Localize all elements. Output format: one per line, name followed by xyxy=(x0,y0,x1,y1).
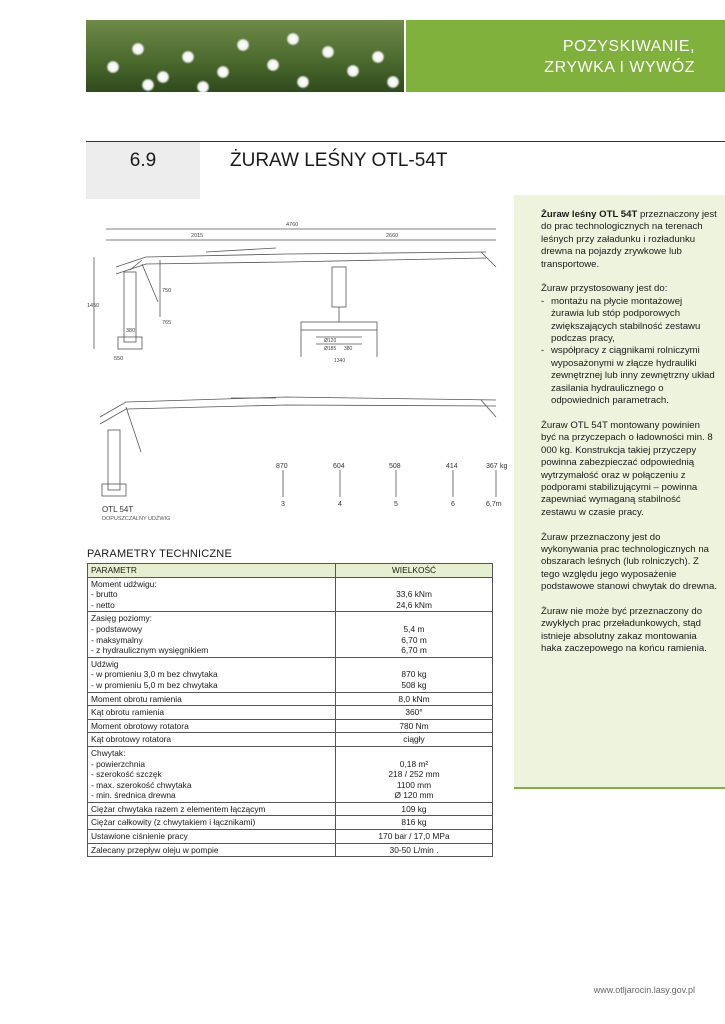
value-cell: 816 kg xyxy=(336,816,493,830)
params-table xyxy=(87,563,493,857)
flower-icon xyxy=(371,50,385,64)
flower-icon xyxy=(196,80,210,92)
table-row xyxy=(88,843,493,857)
adapted-list xyxy=(541,296,717,408)
reach-value: 5 xyxy=(394,501,398,508)
reach-value: 3 xyxy=(281,501,285,508)
list-item: - montażu na płycie montażowej żurawia lub stóp podporowych zwiększających stabilność zestawu podczas pracy, xyxy=(541,296,717,346)
param-cell: Moment obrotowy rotatora xyxy=(88,719,336,733)
table-row xyxy=(88,706,493,720)
flower-icon xyxy=(321,45,335,59)
params-title: PARAMETRY TECHNICZNE xyxy=(87,548,232,560)
flower-icon xyxy=(106,60,120,74)
dimension-label: Ø185 xyxy=(324,346,337,352)
reach-value: 4 xyxy=(338,501,342,508)
load-value: 870 xyxy=(276,463,288,470)
dimension-label: 2015 xyxy=(191,233,204,239)
value-cell: 109 kg xyxy=(336,802,493,816)
dimension-label: 1450 xyxy=(87,303,100,309)
value-cell: 30-50 L/min . xyxy=(336,843,493,857)
intro-bold: Żuraw leśny OTL 54T xyxy=(541,209,638,220)
param-cell: Kąt obrotowy rotatora xyxy=(88,733,336,747)
value-cell: 0,18 m² 218 / 252 mm 1100 mm Ø 120 mm xyxy=(336,746,493,802)
table-row xyxy=(88,830,493,844)
capacity-label: DOPUSZCZALNY UDŹWIG xyxy=(102,516,171,522)
header-photo xyxy=(86,20,404,92)
table-row xyxy=(88,746,493,802)
table-row xyxy=(88,816,493,830)
value-cell: 5,4 m 6,70 m 6,70 m xyxy=(336,612,493,657)
reach-value: 6,7m xyxy=(486,501,502,508)
col-param-header: PARAMETR xyxy=(88,564,336,578)
category-line-1: POZYSKIWANIE, xyxy=(562,38,695,55)
footer-url: www.otljarocin.lasy.gov.pl xyxy=(593,985,695,995)
table-header-row xyxy=(88,564,493,578)
param-cell: Ustawione ciśnienie pracy xyxy=(88,830,336,844)
flower-icon xyxy=(156,70,170,84)
dimension-label: 2660 xyxy=(386,233,399,239)
table-row xyxy=(88,577,493,612)
intro-paragraph xyxy=(541,209,717,271)
flower-icon xyxy=(181,50,195,64)
description-sidebar xyxy=(514,195,725,789)
table-row xyxy=(88,657,493,692)
purpose-paragraph: Żuraw przeznaczony jest do wykonywania prac technologicznych na obszarach leśnych (lub rolniczych). Z tego względu jego wyposażenie podstawowe stanowi chwytak do drewna. xyxy=(541,531,717,593)
dimension-label: 4760 xyxy=(286,222,299,228)
load-value: 604 xyxy=(333,463,345,470)
param-cell: Zasięg poziomy: - podstawowy - maksymalny - z hydraulicznym wysięgnikiem xyxy=(88,612,336,657)
flower-icon xyxy=(346,64,360,78)
value-cell: 8,0 kNm xyxy=(336,692,493,706)
value-cell: 170 bar / 17,0 MPa xyxy=(336,830,493,844)
load-value: 414 xyxy=(446,463,458,470)
value-cell: ciągły xyxy=(336,733,493,747)
table-row xyxy=(88,733,493,747)
flower-icon xyxy=(216,65,230,79)
param-cell: Ciężar całkowity (z chwytakiem i łącznikami) xyxy=(88,816,336,830)
flower-icon xyxy=(386,75,400,89)
reach-value: 6 xyxy=(451,501,455,508)
table-row xyxy=(88,802,493,816)
col-value-header: WIELKOŚĆ xyxy=(336,564,493,578)
param-cell: Zalecany przepływ oleju w pompie xyxy=(88,843,336,857)
flower-icon xyxy=(296,75,310,89)
load-value: 367 xyxy=(486,463,498,470)
flower-icon xyxy=(131,42,145,56)
dimension-label: Ø120 xyxy=(324,338,337,344)
category-line-2: ZRYWKA I WYWÓZ xyxy=(544,59,695,76)
dimension-label: 380 xyxy=(344,346,353,352)
dimension-label: 380 xyxy=(126,328,136,334)
category-banner xyxy=(406,20,725,92)
value-cell: 870 kg 508 kg xyxy=(336,657,493,692)
value-cell: 33,6 kNm 24,6 kNm xyxy=(336,577,493,612)
dimension-label: 550 xyxy=(114,356,124,362)
flower-icon xyxy=(266,58,280,72)
param-cell: Kąt obrotu ramienia xyxy=(88,706,336,720)
intro-rest: przeznaczony jest do prac technologicznych na terenach leśnych przy załadunku i rozładunku drewna na pojazdy zrywkowe lub transportowe. xyxy=(541,209,717,270)
section-title: ŻURAW LEŚNY OTL-54T xyxy=(230,150,448,171)
flower-icon xyxy=(141,78,155,92)
param-cell: Moment udźwigu: - brutto - netto xyxy=(88,577,336,612)
load-value: 508 xyxy=(389,463,401,470)
param-cell: Ciężar chwytaka razem z elementem łączącym xyxy=(88,802,336,816)
model-label: OTL 54T xyxy=(102,505,134,514)
dimension-label: 750 xyxy=(162,288,172,294)
dimension-label: 765 xyxy=(162,320,172,326)
param-cell: Udźwig - w promieniu 3,0 m bez chwytaka - w promieniu 5,0 m bez chwytaka xyxy=(88,657,336,692)
trailer-paragraph: Żuraw OTL 54T montowany powinien być na przyczepach o ładowności min. 8 000 kg. Konstrukcja takiej przyczepy powinna zabezpieczać odpowiednią wytrzymałość oraz w połączeniu z podporami stabilizującymi – powinna zapewniać wymaganą stabilność zestawu w czasie pracy. xyxy=(541,419,713,518)
section-number: 6.9 xyxy=(129,150,157,171)
table-row xyxy=(88,612,493,657)
param-cell: Moment obrotu ramienia xyxy=(88,692,336,706)
table-row xyxy=(88,719,493,733)
flower-icon xyxy=(286,32,300,46)
list-item: - współpracy z ciągnikami rolniczymi wyposażonymi w złącze hydrauliki zewnętrznej lub inny zewnętrzny układ zasilania hydraulicznego o odpowiednich parametrach. xyxy=(541,345,717,407)
adapted-lead: Żuraw przystosowany jest do: xyxy=(541,283,668,295)
warning-paragraph: Żuraw nie może być przeznaczony do zwykłych prac przeładunkowych, stąd istnieje absolutny zakaz montowania haka zaczepowego na końcu ramienia. xyxy=(541,605,707,655)
param-cell: Chwytak: - powierzchnia - szerokość szczęk - max. szerokość chwytaka - min. średnica drewna xyxy=(88,746,336,802)
table-row xyxy=(88,692,493,706)
dimension-label: 1340 xyxy=(334,358,346,364)
value-cell: 780 Nm xyxy=(336,719,493,733)
crane-technical-drawing xyxy=(86,212,514,532)
flower-icon xyxy=(236,38,250,52)
load-unit: kg xyxy=(500,463,508,470)
value-cell: 360° xyxy=(336,706,493,720)
